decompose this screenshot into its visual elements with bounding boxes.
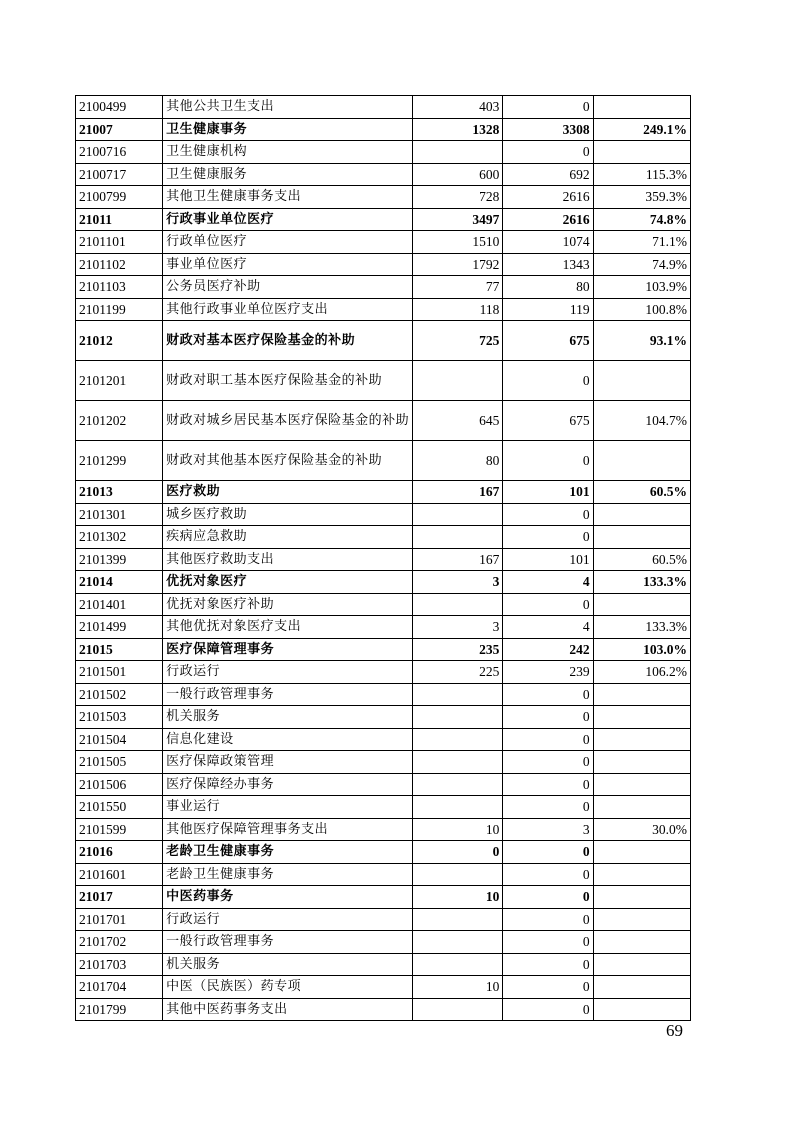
table-row [76, 661, 691, 684]
row-name: 其他优抚对象医疗支出 [163, 616, 413, 639]
row-code: 2101704 [76, 976, 163, 999]
row-code: 2101702 [76, 931, 163, 954]
table-row [76, 96, 691, 119]
row-name: 卫生健康事务 [163, 118, 413, 141]
table-row [76, 751, 691, 774]
row-percent [593, 361, 690, 401]
table-row [76, 818, 691, 841]
row-code: 2100716 [76, 141, 163, 164]
row-name: 机关服务 [163, 953, 413, 976]
row-value-2: 675 [503, 401, 593, 441]
table-row [76, 976, 691, 999]
row-value-1 [413, 361, 503, 401]
row-percent [593, 998, 690, 1021]
row-code: 21016 [76, 841, 163, 864]
row-code: 2101399 [76, 548, 163, 571]
row-value-2: 4 [503, 571, 593, 594]
row-code: 2101103 [76, 276, 163, 299]
row-value-1 [413, 931, 503, 954]
row-value-1 [413, 953, 503, 976]
row-percent: 115.3% [593, 163, 690, 186]
row-name: 医疗保障管理事务 [163, 638, 413, 661]
row-percent: 249.1% [593, 118, 690, 141]
row-name: 其他公共卫生支出 [163, 96, 413, 119]
row-value-1: 80 [413, 441, 503, 481]
row-value-1: 3 [413, 616, 503, 639]
row-code: 21013 [76, 481, 163, 504]
row-value-2: 0 [503, 503, 593, 526]
row-percent: 74.8% [593, 208, 690, 231]
row-value-2: 3 [503, 818, 593, 841]
row-value-2: 0 [503, 683, 593, 706]
row-percent [593, 526, 690, 549]
row-name: 行政事业单位医疗 [163, 208, 413, 231]
row-percent [593, 886, 690, 909]
table-row [76, 526, 691, 549]
row-name: 机关服务 [163, 706, 413, 729]
row-value-1: 77 [413, 276, 503, 299]
row-value-1: 0 [413, 841, 503, 864]
row-value-1: 225 [413, 661, 503, 684]
row-code: 21012 [76, 321, 163, 361]
row-name: 卫生健康机构 [163, 141, 413, 164]
row-percent [593, 931, 690, 954]
row-percent: 103.0% [593, 638, 690, 661]
row-percent: 359.3% [593, 186, 690, 209]
table-row [76, 841, 691, 864]
table-row [76, 361, 691, 401]
row-name: 其他卫生健康事务支出 [163, 186, 413, 209]
table-row [76, 503, 691, 526]
table-row [76, 441, 691, 481]
row-value-2: 0 [503, 931, 593, 954]
row-percent: 104.7% [593, 401, 690, 441]
table-body [76, 96, 691, 1021]
row-value-2: 101 [503, 548, 593, 571]
row-value-1: 725 [413, 321, 503, 361]
row-name: 财政对职工基本医疗保险基金的补助 [163, 361, 413, 401]
row-percent: 74.9% [593, 253, 690, 276]
row-code: 2101199 [76, 298, 163, 321]
row-value-1: 600 [413, 163, 503, 186]
row-code: 2100717 [76, 163, 163, 186]
row-name: 卫生健康服务 [163, 163, 413, 186]
table-row [76, 208, 691, 231]
row-value-2: 0 [503, 773, 593, 796]
row-name: 信息化建设 [163, 728, 413, 751]
table-row [76, 253, 691, 276]
row-code: 2101601 [76, 863, 163, 886]
row-name: 事业运行 [163, 796, 413, 819]
row-value-2: 80 [503, 276, 593, 299]
table-row [76, 571, 691, 594]
row-value-1: 10 [413, 818, 503, 841]
row-percent [593, 141, 690, 164]
row-value-2: 692 [503, 163, 593, 186]
row-value-2: 1343 [503, 253, 593, 276]
row-value-2: 1074 [503, 231, 593, 254]
row-code: 2101299 [76, 441, 163, 481]
row-name: 财政对其他基本医疗保险基金的补助 [163, 441, 413, 481]
row-name: 其他中医药事务支出 [163, 998, 413, 1021]
row-percent: 93.1% [593, 321, 690, 361]
table-row [76, 886, 691, 909]
row-value-2: 0 [503, 796, 593, 819]
row-name: 优抚对象医疗 [163, 571, 413, 594]
row-value-1: 728 [413, 186, 503, 209]
table-row [76, 908, 691, 931]
row-name: 其他行政事业单位医疗支出 [163, 298, 413, 321]
row-percent [593, 953, 690, 976]
row-value-1: 1792 [413, 253, 503, 276]
row-name: 优抚对象医疗补助 [163, 593, 413, 616]
row-percent [593, 728, 690, 751]
row-value-2: 101 [503, 481, 593, 504]
row-name: 其他医疗救助支出 [163, 548, 413, 571]
row-percent [593, 683, 690, 706]
row-name: 其他医疗保障管理事务支出 [163, 818, 413, 841]
page-number: 69 [666, 1021, 683, 1040]
row-value-1: 403 [413, 96, 503, 119]
row-value-2: 0 [503, 141, 593, 164]
row-value-2: 2616 [503, 186, 593, 209]
row-value-2: 3308 [503, 118, 593, 141]
row-code: 2101599 [76, 818, 163, 841]
row-value-2: 119 [503, 298, 593, 321]
row-value-1: 1510 [413, 231, 503, 254]
row-percent [593, 751, 690, 774]
row-code: 2101550 [76, 796, 163, 819]
table-row [76, 163, 691, 186]
row-code: 2101102 [76, 253, 163, 276]
row-percent [593, 593, 690, 616]
row-name: 事业单位医疗 [163, 253, 413, 276]
row-value-2: 0 [503, 976, 593, 999]
row-value-1: 167 [413, 548, 503, 571]
row-value-2: 0 [503, 361, 593, 401]
row-code: 2101503 [76, 706, 163, 729]
table-row [76, 186, 691, 209]
table-row [76, 863, 691, 886]
row-code: 2101401 [76, 593, 163, 616]
row-code: 2100799 [76, 186, 163, 209]
row-code: 2101799 [76, 998, 163, 1021]
row-percent: 30.0% [593, 818, 690, 841]
table-row [76, 401, 691, 441]
row-value-1 [413, 728, 503, 751]
row-code: 21014 [76, 571, 163, 594]
row-value-1 [413, 503, 503, 526]
row-code: 2101301 [76, 503, 163, 526]
row-value-1: 118 [413, 298, 503, 321]
row-percent [593, 96, 690, 119]
table-row [76, 706, 691, 729]
row-name: 中医（民族医）药专项 [163, 976, 413, 999]
row-code: 2100499 [76, 96, 163, 119]
row-value-1 [413, 908, 503, 931]
table-row [76, 298, 691, 321]
row-name: 中医药事务 [163, 886, 413, 909]
row-name: 行政单位医疗 [163, 231, 413, 254]
row-value-2: 0 [503, 953, 593, 976]
row-value-2: 0 [503, 96, 593, 119]
table-row [76, 773, 691, 796]
table-row [76, 683, 691, 706]
row-value-1 [413, 526, 503, 549]
row-value-1: 10 [413, 886, 503, 909]
row-value-2: 0 [503, 728, 593, 751]
table-row [76, 931, 691, 954]
row-percent: 60.5% [593, 548, 690, 571]
table-row [76, 481, 691, 504]
row-value-2: 0 [503, 751, 593, 774]
row-percent [593, 503, 690, 526]
row-value-2: 0 [503, 886, 593, 909]
row-value-2: 2616 [503, 208, 593, 231]
row-percent: 71.1% [593, 231, 690, 254]
row-value-2: 675 [503, 321, 593, 361]
row-value-2: 0 [503, 998, 593, 1021]
row-percent: 103.9% [593, 276, 690, 299]
table-row [76, 231, 691, 254]
row-code: 2101505 [76, 751, 163, 774]
row-value-2: 0 [503, 908, 593, 931]
row-name: 一般行政管理事务 [163, 931, 413, 954]
row-percent [593, 441, 690, 481]
row-code: 2101101 [76, 231, 163, 254]
row-value-1: 3 [413, 571, 503, 594]
row-value-2: 0 [503, 706, 593, 729]
row-value-1: 645 [413, 401, 503, 441]
row-code: 2101504 [76, 728, 163, 751]
table-row [76, 638, 691, 661]
row-name: 财政对城乡居民基本医疗保险基金的补助 [163, 401, 413, 441]
row-code: 2101701 [76, 908, 163, 931]
row-percent: 100.8% [593, 298, 690, 321]
row-percent [593, 706, 690, 729]
row-value-2: 0 [503, 526, 593, 549]
row-code: 2101506 [76, 773, 163, 796]
row-code: 2101703 [76, 953, 163, 976]
table-row [76, 953, 691, 976]
row-name: 行政运行 [163, 661, 413, 684]
row-value-2: 0 [503, 441, 593, 481]
row-name: 城乡医疗救助 [163, 503, 413, 526]
row-code: 2101201 [76, 361, 163, 401]
row-value-2: 0 [503, 593, 593, 616]
row-value-1 [413, 796, 503, 819]
row-code: 2101501 [76, 661, 163, 684]
budget-table [75, 95, 691, 1021]
row-value-1: 3497 [413, 208, 503, 231]
row-code: 21007 [76, 118, 163, 141]
row-value-1 [413, 751, 503, 774]
row-value-1 [413, 863, 503, 886]
row-percent [593, 908, 690, 931]
row-percent: 60.5% [593, 481, 690, 504]
table-row [76, 998, 691, 1021]
row-name: 医疗救助 [163, 481, 413, 504]
row-percent [593, 841, 690, 864]
row-value-1 [413, 998, 503, 1021]
row-code: 2101502 [76, 683, 163, 706]
row-name: 一般行政管理事务 [163, 683, 413, 706]
row-name: 老龄卫生健康事务 [163, 841, 413, 864]
row-value-1: 1328 [413, 118, 503, 141]
row-code: 21015 [76, 638, 163, 661]
row-percent [593, 773, 690, 796]
row-value-2: 239 [503, 661, 593, 684]
row-percent: 133.3% [593, 616, 690, 639]
row-value-2: 0 [503, 863, 593, 886]
table-row [76, 593, 691, 616]
row-value-1 [413, 141, 503, 164]
row-value-2: 4 [503, 616, 593, 639]
row-name: 医疗保障政策管理 [163, 751, 413, 774]
row-value-1 [413, 706, 503, 729]
row-name: 老龄卫生健康事务 [163, 863, 413, 886]
row-percent [593, 863, 690, 886]
row-percent [593, 976, 690, 999]
row-percent: 106.2% [593, 661, 690, 684]
row-name: 公务员医疗补助 [163, 276, 413, 299]
row-percent [593, 796, 690, 819]
table-row [76, 548, 691, 571]
row-code: 21011 [76, 208, 163, 231]
row-code: 2101202 [76, 401, 163, 441]
row-code: 2101499 [76, 616, 163, 639]
row-code: 21017 [76, 886, 163, 909]
table-row [76, 616, 691, 639]
row-code: 2101302 [76, 526, 163, 549]
row-value-1: 235 [413, 638, 503, 661]
row-value-1 [413, 593, 503, 616]
row-name: 财政对基本医疗保险基金的补助 [163, 321, 413, 361]
table-row [76, 141, 691, 164]
row-name: 疾病应急救助 [163, 526, 413, 549]
row-value-1 [413, 773, 503, 796]
table-row [76, 118, 691, 141]
table-row [76, 276, 691, 299]
row-value-1 [413, 683, 503, 706]
row-name: 医疗保障经办事务 [163, 773, 413, 796]
table-row [76, 796, 691, 819]
table-row [76, 728, 691, 751]
row-value-1: 10 [413, 976, 503, 999]
row-value-1: 167 [413, 481, 503, 504]
table-row [76, 321, 691, 361]
row-value-2: 0 [503, 841, 593, 864]
row-name: 行政运行 [163, 908, 413, 931]
row-value-2: 242 [503, 638, 593, 661]
row-percent: 133.3% [593, 571, 690, 594]
